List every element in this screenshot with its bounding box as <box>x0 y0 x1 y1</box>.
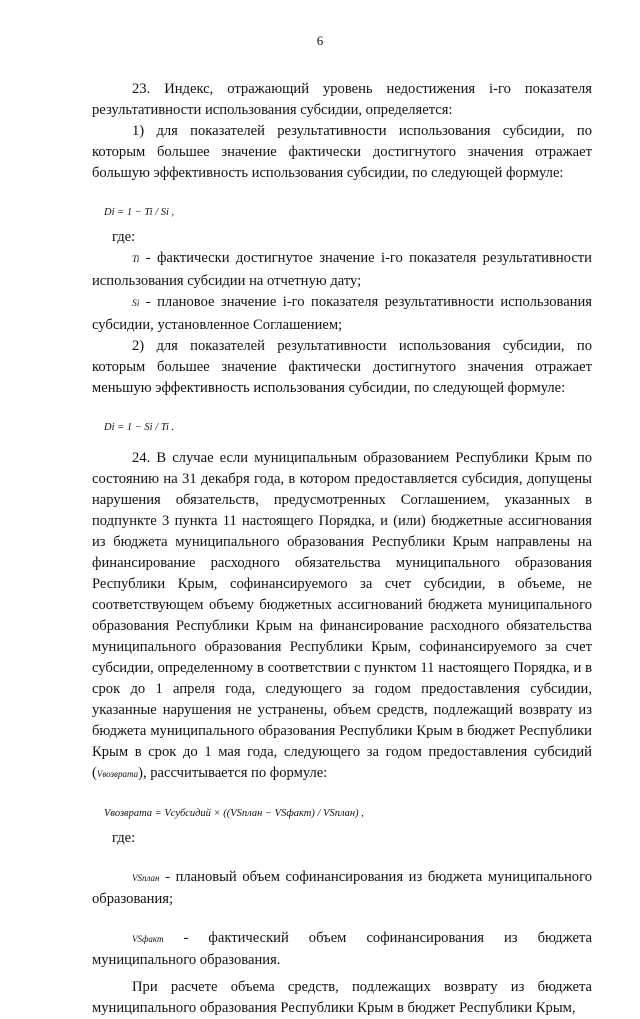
vs-plan-definition <box>92 867 592 910</box>
paragraph-23-item-1: 1) для показателей результативности использования субсидии, по которым большее значение фактически достигнутого значения отражает большую эффективность использования субсидии, по следующей формуле: <box>92 123 592 181</box>
formula-2: Di = 1 − Si / Ti . <box>104 422 175 433</box>
document-body <box>92 79 592 1019</box>
v-return-symbol: Vвозврата <box>96 769 139 779</box>
paragraph-24-tail: ), рассчитывается по формуле: <box>138 765 328 781</box>
where-label-1: где: <box>112 229 136 245</box>
ti-definition <box>92 248 592 292</box>
final-paragraph: При расчете объема средств, подлежащих возврату из бюджета муниципального образования Республики Крым в бюджет Республики Крым, <box>92 979 592 1016</box>
paragraph-24 <box>92 448 592 785</box>
where-label-2: где: <box>112 830 136 846</box>
vs-fakt-definition <box>92 928 592 971</box>
paragraph-23-intro: 23. Индекс, отражающий уровень недостижения i-го показателя результативности использования субсидии, определяется: <box>92 81 592 118</box>
si-definition <box>92 292 592 336</box>
paragraph-24-text: 24. В случае если муниципальным образованием Республики Крым по состоянию на 31 декабря года, в котором предоставляется субсидия, допущены нарушения обязательств, предусмотренных Соглашением, указанных в подпункте 3 пункта 11 настоящего Порядка, и (или) бюджетные ассигнования из бюджета муниципального образования Республики Крым направлены на финансирование расходного обязательства муниципального образования Республики Крым, софинансируемого за счет субсидии, в объеме, не соответствующем объему бюджетных ассигнований бюджета муниципального образования Республики Крым на финансирование расходного обязательства муниципального образования Республики Крым, софинансируемого за счет субсидии, определенному в соответствии с пунктом 11 настоящего Порядка, и в срок до 1 апреля года, следующего за годом предоставления субсидии, указанные нарушения не устранены, объем средств, подлежащий возврату из бюджета муниципального образования Республики Крым в бюджет Республики Крым в срок до 1 мая года, следующего за годом предоставления субсидий ( <box>92 450 592 781</box>
page-number: 6 <box>316 33 324 48</box>
vs-plan-symbol: VSплан <box>132 873 160 883</box>
vs-plan-description: - плановый объем софинансирования из бюджета муниципального образования; <box>92 869 593 907</box>
formula-1: Di = 1 − Ti / Si , <box>104 207 175 218</box>
si-symbol: Si <box>132 299 140 309</box>
vs-fakt-symbol: VSфакт <box>132 934 164 944</box>
si-description: - плановое значение i-го показателя результативности использования субсидии, установленное Соглашением; <box>92 294 592 333</box>
ti-description: - фактически достигнутое значение i-го показателя результативности использования субсидии на отчетную дату; <box>92 250 592 289</box>
vs-fakt-description: - фактический объем софинансирования из бюджета муниципального образования. <box>92 930 592 968</box>
paragraph-23-item-2: 2) для показателей результативности использования субсидии, по которым большее значение фактически достигнутого значения отражает меньшую эффективность использования субсидии, по следующей формуле: <box>92 338 592 396</box>
ti-symbol: Ti <box>132 255 140 265</box>
formula-3: Vвозврата = Vсубсидий × ((VSплан − VSфакт) / VSплан) , <box>104 808 364 819</box>
